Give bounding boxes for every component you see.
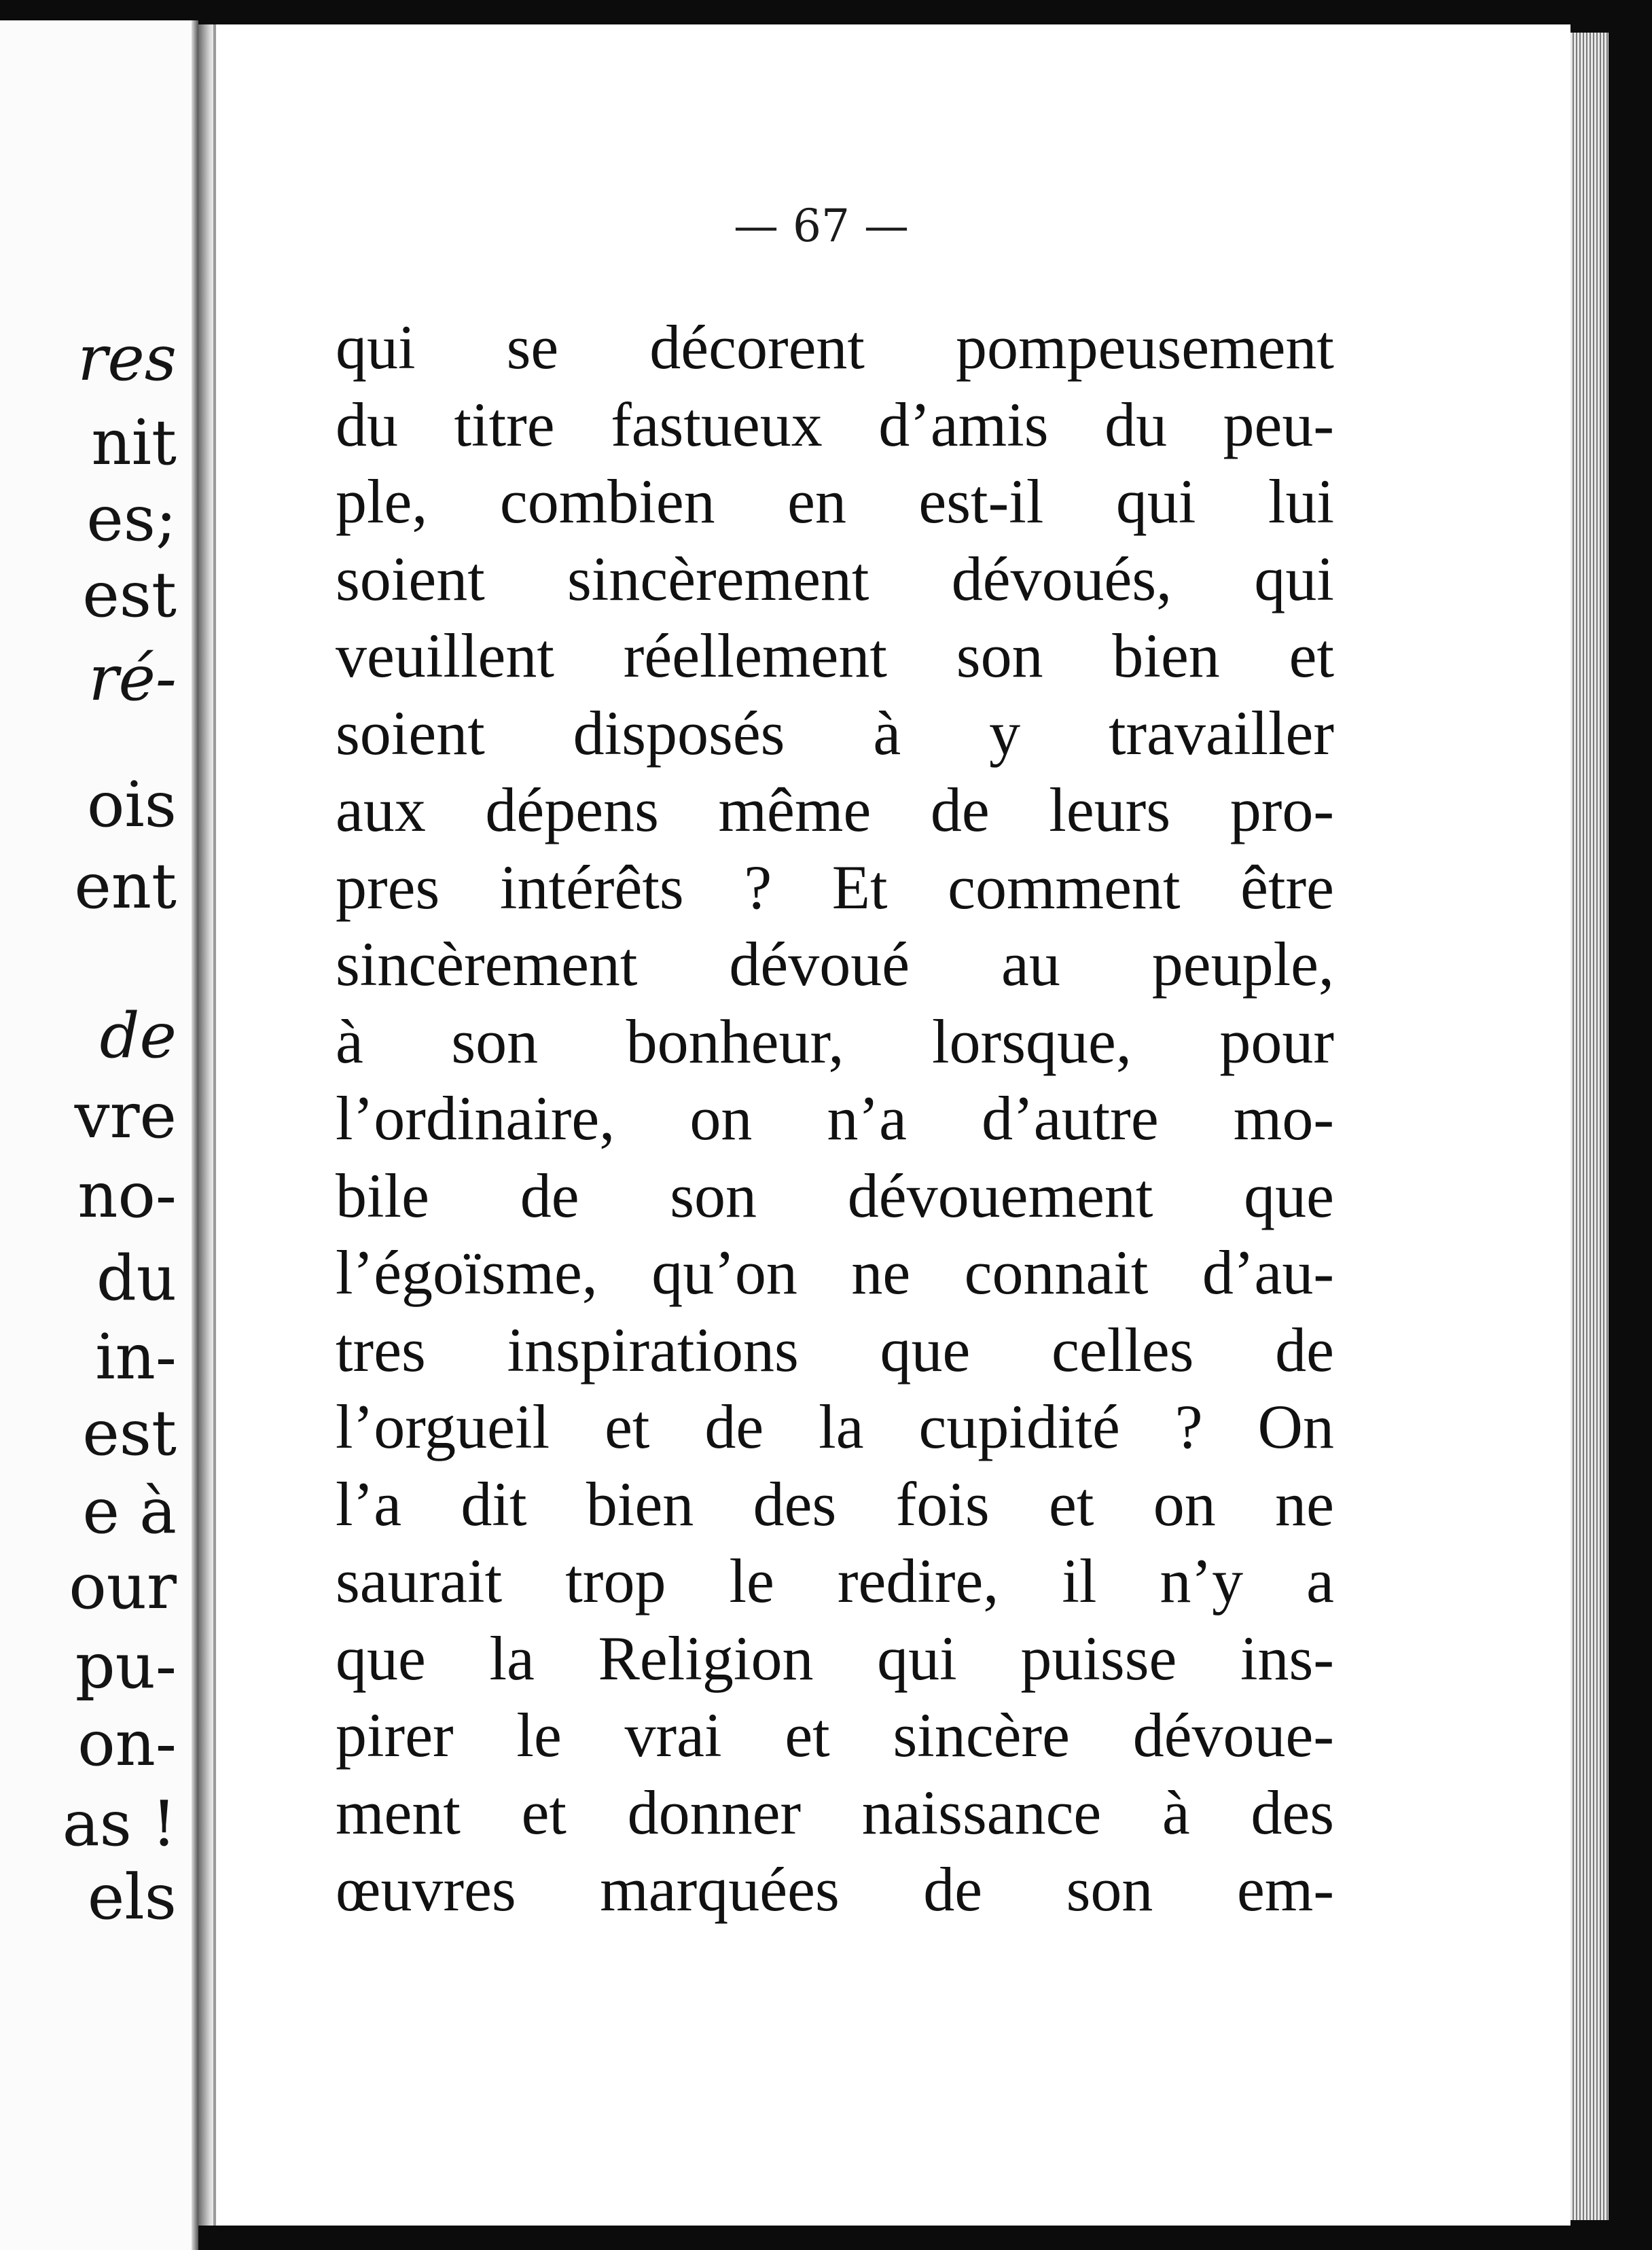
text-line: pres intérêts ? Et comment être xyxy=(336,852,1334,922)
text-line: l’égoïsme, qu’on ne connait d’au- xyxy=(336,1238,1334,1307)
left-page-line: est xyxy=(82,558,177,632)
left-page-gutter xyxy=(192,20,198,2250)
text-line: l’a dit bien des fois et on ne xyxy=(336,1469,1334,1539)
text-line: œuvres marquées de son em- xyxy=(336,1855,1334,1924)
left-page-line: vre xyxy=(74,1079,177,1153)
text-line: qui se décorent pompeusement xyxy=(336,312,1334,382)
text-line: soient disposés à y travailler xyxy=(336,698,1334,768)
left-page-line: est xyxy=(82,1397,177,1470)
text-line: saurait trop le redire, il n’y a xyxy=(336,1546,1334,1615)
left-page-line: ois xyxy=(86,768,177,841)
left-page-line: in- xyxy=(95,1321,177,1394)
left-page-line: els xyxy=(87,1860,177,1933)
left-page-line: e à xyxy=(82,1474,177,1548)
text-line: veuillent réellement son bien et xyxy=(336,621,1334,690)
text-line: à son bonheur, lorsque, pour xyxy=(336,1006,1334,1076)
text-line: aux dépens même de leurs pro- xyxy=(336,775,1334,844)
text-line: pirer le vrai et sincère dévoue- xyxy=(336,1700,1334,1770)
left-page-line: es; xyxy=(86,482,177,556)
text-line: que la Religion qui puisse ins- xyxy=(336,1623,1334,1693)
text-line: tres inspirations que celles de xyxy=(336,1315,1334,1385)
left-page-line: ent xyxy=(74,850,177,923)
left-page-line: nit xyxy=(91,406,177,480)
left-page-line: on- xyxy=(77,1707,177,1780)
left-page xyxy=(0,20,198,2250)
left-page-line: no- xyxy=(77,1158,177,1232)
text-line: l’ordinaire, on n’a d’autre mo- xyxy=(336,1084,1334,1153)
left-page-line: pu- xyxy=(75,1629,177,1702)
left-page-line: res xyxy=(77,321,177,395)
left-page-line: as ! xyxy=(62,1787,177,1861)
left-page-line: our xyxy=(69,1550,177,1624)
text-line: soient sincèrement dévoués, qui xyxy=(336,543,1334,613)
text-line: l’orgueil et de la cupidité ? On xyxy=(336,1392,1334,1461)
left-page-line: de xyxy=(99,999,177,1073)
text-line: ment et donner naissance à des xyxy=(336,1777,1334,1847)
text-line: bile de son dévouement que xyxy=(336,1160,1334,1230)
gutter-rule xyxy=(213,24,216,2226)
text-line: ple, combien en est-il qui lui xyxy=(336,467,1334,536)
page-stack-edge xyxy=(1570,33,1609,2220)
text-line: du titre fastueux d’amis du peu- xyxy=(336,389,1334,459)
left-page-line: ré- xyxy=(88,641,177,715)
page-number: — 67 — xyxy=(734,200,909,252)
text-line: sincèrement dévoué au peuple, xyxy=(336,929,1334,999)
left-page-line: du xyxy=(96,1242,177,1315)
body-text xyxy=(336,309,1334,1929)
